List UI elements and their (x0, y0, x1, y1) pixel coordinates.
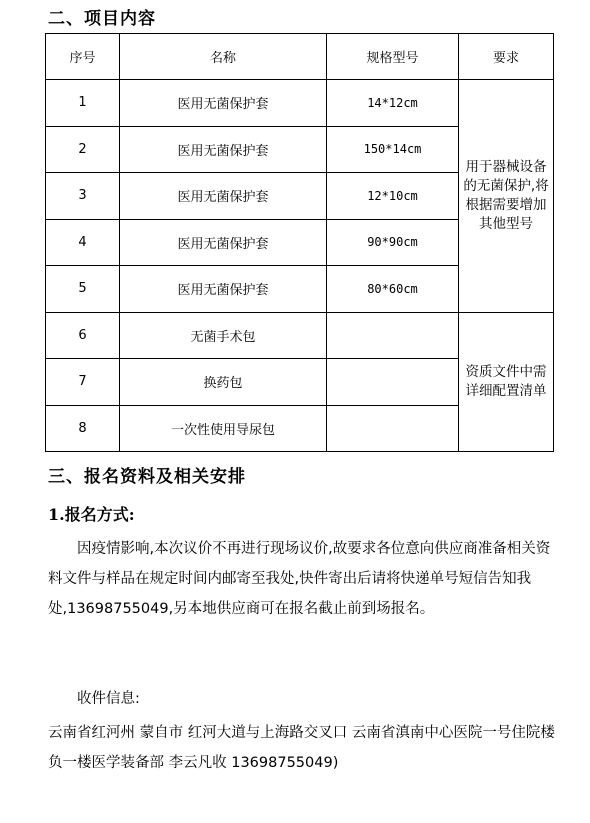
subheading-registration-method: 1.报名方式: (48, 505, 135, 524)
cell-number: 6 (46, 312, 120, 359)
cell-spec (327, 359, 459, 406)
table-row (46, 312, 554, 359)
section-heading-project-content: 二、项目内容 (48, 9, 156, 29)
cell-name: 一次性使用导尿包 (120, 405, 327, 452)
header-spec: 规格型号 (327, 34, 459, 80)
section-heading-registration: 三、报名资料及相关安排 (48, 467, 246, 487)
cell-name: 医用无菌保护套 (120, 126, 327, 173)
cell-spec: 14*12cm (327, 80, 459, 127)
cell-spec: 90*90cm (327, 219, 459, 266)
header-name: 名称 (120, 34, 327, 80)
cell-spec (327, 405, 459, 452)
cell-requirement-group1: 用于器械设备的无菌保护,将根据需要增加其他型号 (459, 80, 554, 313)
cell-number: 1 (46, 80, 120, 127)
cell-number: 4 (46, 219, 120, 266)
cell-number: 8 (46, 405, 120, 452)
cell-number: 3 (46, 173, 120, 220)
paragraph-registration-instructions: 因疫情影响,本次议价不再进行现场议价,故要求各位意向供应商准备相关资料文件与样品在规定时间内邮寄至我处,快件寄出后请将快递单号短信告知我处,13698755049,另本地供应商可在报名截止前到场报名。 (48, 541, 551, 617)
cell-requirement-group2: 资质文件中需详细配置清单 (459, 312, 554, 452)
cell-name: 医用无菌保护套 (120, 173, 327, 220)
paragraph-recipient-label: 收件信息: (77, 691, 140, 707)
cell-spec: 150*14cm (327, 126, 459, 173)
cell-number: 5 (46, 266, 120, 313)
project-items-table (45, 33, 554, 452)
cell-spec: 12*10cm (327, 173, 459, 220)
cell-name: 医用无菌保护套 (120, 219, 327, 266)
cell-name: 医用无菌保护套 (120, 266, 327, 313)
cell-number: 2 (46, 126, 120, 173)
paragraph-recipient-address: 云南省红河州 蒙自市 红河大道与上海路交叉口 云南省滇南中心医院一号住院楼负一楼医学装备部 李云凡收 13698755049) (48, 725, 555, 771)
cell-name: 换药包 (120, 359, 327, 406)
header-requirement: 要求 (459, 34, 554, 80)
cell-spec (327, 312, 459, 359)
header-number: 序号 (46, 34, 120, 80)
cell-name: 无菌手术包 (120, 312, 327, 359)
cell-name: 医用无菌保护套 (120, 80, 327, 127)
cell-number: 7 (46, 359, 120, 406)
cell-spec: 80*60cm (327, 266, 459, 313)
table-header-row (46, 34, 554, 80)
table-row (46, 80, 554, 127)
